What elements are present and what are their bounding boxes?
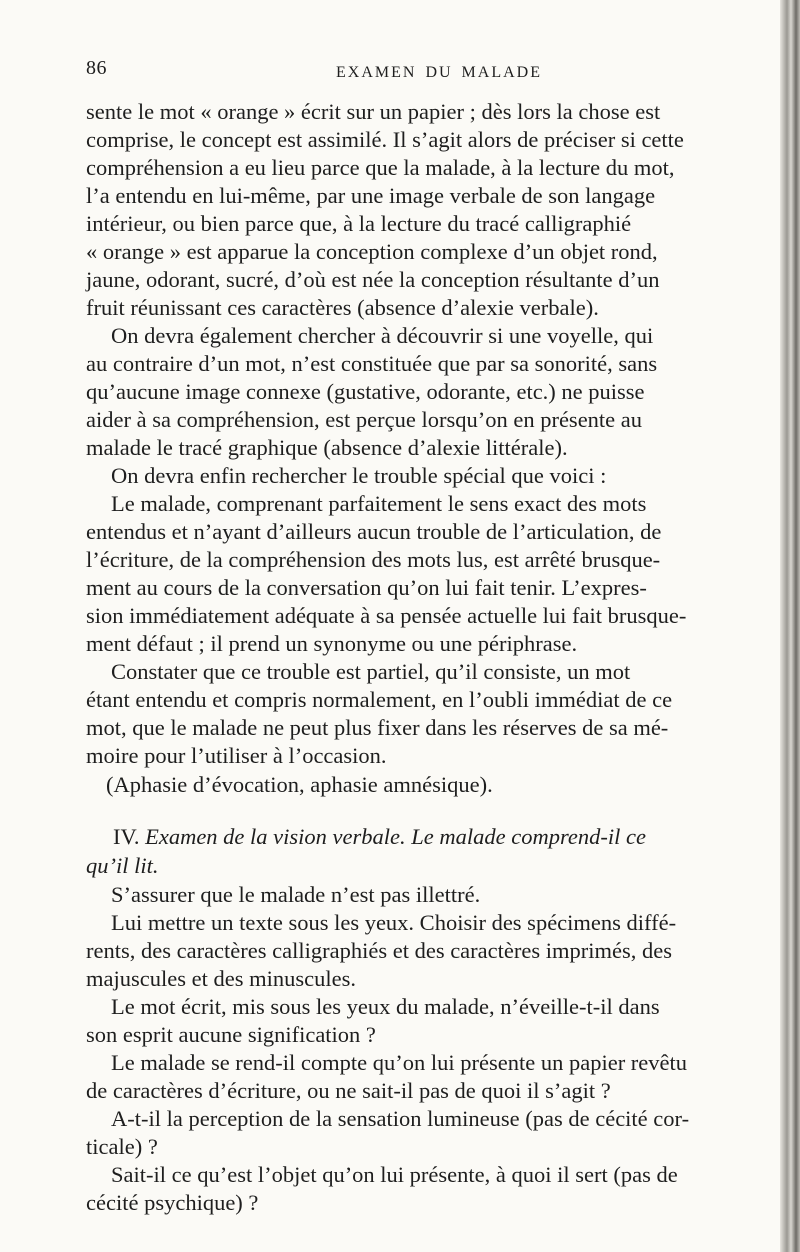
text-line: Le mot écrit, mis sous les yeux du malade, n’éveille-t-il dans bbox=[111, 994, 660, 1019]
text-line: Constater que ce trouble est partiel, qu’il consiste, un mot bbox=[111, 659, 631, 684]
text-line: sion immédiatement adéquate à sa pensée actuelle lui fait brusque- bbox=[86, 603, 687, 628]
text-line: malade le tracé graphique (absence d’alexie littérale). bbox=[86, 435, 568, 460]
text-line: cécité psychique) ? bbox=[86, 1190, 259, 1215]
text-line: fruit réunissant ces caractères (absence d’alexie verbale). bbox=[86, 295, 599, 320]
text-line: (Aphasie d’évocation, aphasie amnésique). bbox=[106, 772, 493, 797]
text-line: « orange » est apparue la conception complexe d’un objet rond, bbox=[86, 239, 658, 264]
text-line: Lui mettre un texte sous les yeux. Choisir des spécimens diffé- bbox=[111, 910, 677, 935]
section-title-continued: qu’il lit. bbox=[86, 853, 159, 878]
text-line: l’a entendu en lui-même, par une image verbale de son langage bbox=[86, 183, 656, 208]
text-line: ment au cours de la conversation qu’on lui fait tenir. L’expres- bbox=[86, 575, 647, 600]
page-number: 86 bbox=[86, 57, 107, 79]
text-line: compréhension a eu lieu parce que la malade, à la lecture du mot, bbox=[86, 155, 675, 180]
section-title: Examen de la vision verbale. Le malade comprend-il ce bbox=[145, 824, 646, 849]
text-line: au contraire d’un mot, n’est constituée que par sa sonorité, sans bbox=[86, 351, 658, 376]
section-heading bbox=[113, 826, 646, 849]
text-line: son esprit aucune signification ? bbox=[86, 1022, 376, 1047]
text-line: mot, que le malade ne peut plus fixer dans les réserves de sa mé- bbox=[86, 715, 669, 740]
text-line: l’écriture, de la compréhension des mots lus, est arrêté brusque- bbox=[86, 547, 661, 572]
text-line: moire pour l’utiliser à l’occasion. bbox=[86, 743, 387, 768]
running-head: EXAMEN DU MALADE bbox=[336, 64, 542, 81]
text-line: Le malade se rend-il compte qu’on lui présente un papier revêtu bbox=[111, 1050, 688, 1075]
text-line: Le malade, comprenant parfaitement le sens exact des mots bbox=[111, 491, 647, 516]
text-line: entendus et n’ayant d’ailleurs aucun trouble de l’articulation, de bbox=[86, 519, 662, 544]
text-line: On devra également chercher à découvrir si une voyelle, qui bbox=[111, 323, 654, 348]
text-line: jaune, odorant, sucré, d’où est née la conception résultante d’un bbox=[86, 267, 660, 292]
text-line: intérieur, ou bien parce que, à la lecture du tracé calligraphié bbox=[86, 211, 632, 236]
page-edge-shadow bbox=[780, 0, 800, 1252]
text-line: ticale) ? bbox=[86, 1134, 158, 1159]
text-line: ment défaut ; il prend un synonyme ou une périphrase. bbox=[86, 631, 578, 656]
section-number: IV. bbox=[113, 824, 140, 849]
text-line: rents, des caractères calligraphiés et des caractères imprimés, des bbox=[86, 938, 672, 963]
text-line: de caractères d’écriture, ou ne sait-il pas de quoi il s’agit ? bbox=[86, 1078, 611, 1103]
text-line: A-t-il la perception de la sensation lumineuse (pas de cécité cor- bbox=[111, 1106, 690, 1131]
text-line: qu’aucune image connexe (gustative, odorante, etc.) ne puisse bbox=[86, 379, 645, 404]
text-line: comprise, le concept est assimilé. Il s’agit alors de préciser si cette bbox=[86, 127, 684, 152]
text-line: On devra enfin rechercher le trouble spécial que voici : bbox=[111, 463, 607, 488]
text-line: Sait-il ce qu’est l’objet qu’on lui présente, à quoi il sert (pas de bbox=[111, 1162, 678, 1187]
text-line: étant entendu et compris normalement, en l’oubli immédiat de ce bbox=[86, 687, 673, 712]
text-line: S’assurer que le malade n’est pas illettré. bbox=[111, 882, 481, 907]
text-line: majuscules et des minuscules. bbox=[86, 966, 356, 991]
text-line: sente le mot « orange » écrit sur un papier ; dès lors la chose est bbox=[86, 99, 661, 124]
text-line: aider à sa compréhension, est perçue lorsqu’on en présente au bbox=[86, 407, 643, 432]
